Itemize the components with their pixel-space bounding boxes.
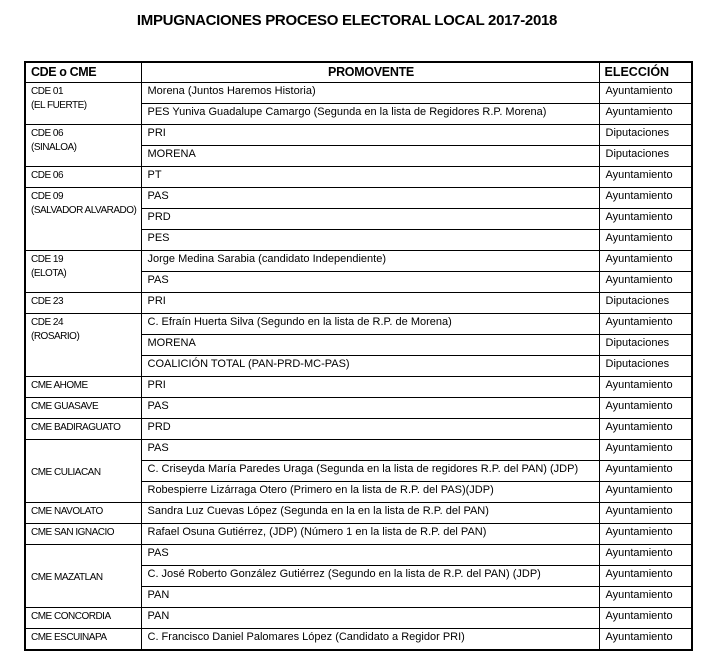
promovente-cell: Rafael Osuna Gutiérrez, (JDP) (Número 1 en la lista de R.P. del PAN) <box>141 524 599 545</box>
promovente-cell: Morena (Juntos Haremos Historia) <box>141 83 599 104</box>
header-organo: CDE o CME <box>25 62 141 83</box>
organo-cell <box>25 440 141 503</box>
organo-name: CDE 23 <box>31 296 64 307</box>
organo-cell <box>25 167 141 188</box>
eleccion-cell: Ayuntamiento <box>599 503 692 524</box>
eleccion-cell: Ayuntamiento <box>599 251 692 272</box>
organo-location: (ROSARIO) <box>31 331 80 342</box>
table-row <box>25 398 692 419</box>
promovente-cell: PES Yuniva Guadalupe Camargo (Segunda en la lista de Regidores R.P. Morena) <box>141 104 599 125</box>
promovente-cell: PRI <box>141 377 599 398</box>
promovente-cell: PAN <box>141 608 599 629</box>
table-row <box>25 377 692 398</box>
promovente-cell: C. Criseyda María Paredes Uraga (Segunda en la lista de regidores R.P. del PAN) (JDP) <box>141 461 599 482</box>
promovente-cell: PAS <box>141 272 599 293</box>
promovente-cell: PRD <box>141 209 599 230</box>
organo-name: CME AHOME <box>31 380 88 391</box>
organo-name: CDE 06 <box>31 128 64 139</box>
eleccion-cell: Ayuntamiento <box>599 608 692 629</box>
eleccion-cell: Ayuntamiento <box>599 566 692 587</box>
eleccion-cell: Ayuntamiento <box>599 440 692 461</box>
eleccion-cell: Ayuntamiento <box>599 524 692 545</box>
eleccion-cell: Ayuntamiento <box>599 461 692 482</box>
organo-name: CME BADIRAGUATO <box>31 422 121 433</box>
promovente-cell: MORENA <box>141 146 599 167</box>
promovente-cell: PT <box>141 167 599 188</box>
eleccion-cell: Ayuntamiento <box>599 83 692 104</box>
table-row <box>25 167 692 188</box>
promovente-cell: MORENA <box>141 335 599 356</box>
promovente-cell: PAS <box>141 545 599 566</box>
organo-cell <box>25 503 141 524</box>
eleccion-cell: Ayuntamiento <box>599 209 692 230</box>
organo-cell <box>25 293 141 314</box>
promovente-cell: PES <box>141 230 599 251</box>
organo-cell <box>25 419 141 440</box>
header-eleccion: ELECCIÓN <box>599 62 692 83</box>
eleccion-cell: Diputaciones <box>599 356 692 377</box>
organo-cell <box>25 251 141 293</box>
organo-name: CME ESCUINAPA <box>31 632 107 643</box>
table-row <box>25 293 692 314</box>
table-row <box>25 608 692 629</box>
table-row <box>25 251 692 272</box>
document-title: IMPUGNACIONES PROCESO ELECTORAL LOCAL 2017-2018 <box>136 12 558 29</box>
promovente-cell: PRI <box>141 125 599 146</box>
eleccion-cell: Diputaciones <box>599 293 692 314</box>
organo-name: CME CULIACAN <box>31 466 101 478</box>
organo-cell <box>25 188 141 251</box>
promovente-cell: Robespierre Lizárraga Otero (Primero en la lista de R.P. del PAS)(JDP) <box>141 482 599 503</box>
eleccion-cell: Ayuntamiento <box>599 377 692 398</box>
impugnaciones-table <box>24 61 693 651</box>
organo-name: CDE 01 <box>31 86 64 97</box>
eleccion-cell: Diputaciones <box>599 125 692 146</box>
promovente-cell: PRI <box>141 293 599 314</box>
table-row <box>25 419 692 440</box>
organo-cell <box>25 524 141 545</box>
table-header-row <box>25 62 692 83</box>
table-row <box>25 629 692 651</box>
eleccion-cell: Diputaciones <box>599 146 692 167</box>
organo-name: CME GUASAVE <box>31 401 99 412</box>
eleccion-cell: Ayuntamiento <box>599 629 692 651</box>
table-row <box>25 503 692 524</box>
eleccion-cell: Ayuntamiento <box>599 482 692 503</box>
table-body <box>25 83 692 651</box>
promovente-cell: PRD <box>141 419 599 440</box>
promovente-cell: PAS <box>141 188 599 209</box>
organo-location: (EL FUERTE) <box>31 100 87 111</box>
eleccion-cell: Ayuntamiento <box>599 230 692 251</box>
table-row <box>25 314 692 335</box>
promovente-cell: PAN <box>141 587 599 608</box>
header-promovente: PROMOVENTE <box>141 62 599 83</box>
table-row <box>25 125 692 146</box>
organo-name: CME MAZATLAN <box>31 571 103 583</box>
table-row <box>25 83 692 104</box>
organo-cell <box>25 314 141 377</box>
organo-name: CME NAVOLATO <box>31 506 103 517</box>
organo-cell <box>25 377 141 398</box>
organo-cell <box>25 545 141 608</box>
eleccion-cell: Diputaciones <box>599 335 692 356</box>
promovente-cell: PAS <box>141 398 599 419</box>
organo-name: CDE 09 <box>31 191 64 202</box>
organo-cell <box>25 608 141 629</box>
organo-name: CDE 19 <box>31 254 64 265</box>
eleccion-cell: Ayuntamiento <box>599 398 692 419</box>
organo-cell <box>25 629 141 651</box>
promovente-cell: Sandra Luz Cuevas López (Segunda en la en la lista de R.P. del PAN) <box>141 503 599 524</box>
promovente-cell: COALICIÓN TOTAL (PAN-PRD-MC-PAS) <box>141 356 599 377</box>
eleccion-cell: Ayuntamiento <box>599 104 692 125</box>
promovente-cell: C. Francisco Daniel Palomares López (Candidato a Regidor PRI) <box>141 629 599 651</box>
eleccion-cell: Ayuntamiento <box>599 167 692 188</box>
organo-location: (ELOTA) <box>31 268 67 279</box>
promovente-cell: Jorge Medina Sarabia (candidato Independiente) <box>141 251 599 272</box>
promovente-cell: C. José Roberto González Gutiérrez (Segundo en la lista de R.P. del PAN) (JDP) <box>141 566 599 587</box>
table-row <box>25 440 692 461</box>
organo-name: CME SAN IGNACIO <box>31 527 115 538</box>
eleccion-cell: Ayuntamiento <box>599 314 692 335</box>
eleccion-cell: Ayuntamiento <box>599 545 692 566</box>
organo-name: CME CONCORDIA <box>31 611 111 622</box>
eleccion-cell: Ayuntamiento <box>599 188 692 209</box>
eleccion-cell: Ayuntamiento <box>599 587 692 608</box>
table-row <box>25 524 692 545</box>
eleccion-cell: Ayuntamiento <box>599 272 692 293</box>
table-row <box>25 545 692 566</box>
table-row <box>25 188 692 209</box>
organo-cell <box>25 398 141 419</box>
promovente-cell: C. Efraín Huerta Silva (Segundo en la lista de R.P. de Morena) <box>141 314 599 335</box>
organo-cell <box>25 125 141 167</box>
organo-name: CDE 06 <box>31 170 64 181</box>
promovente-cell: PAS <box>141 440 599 461</box>
organo-location: (SINALOA) <box>31 142 77 153</box>
eleccion-cell: Ayuntamiento <box>599 419 692 440</box>
organo-cell <box>25 83 141 125</box>
organo-location: (SALVADOR ALVARADO) <box>31 205 137 216</box>
organo-name: CDE 24 <box>31 317 64 328</box>
